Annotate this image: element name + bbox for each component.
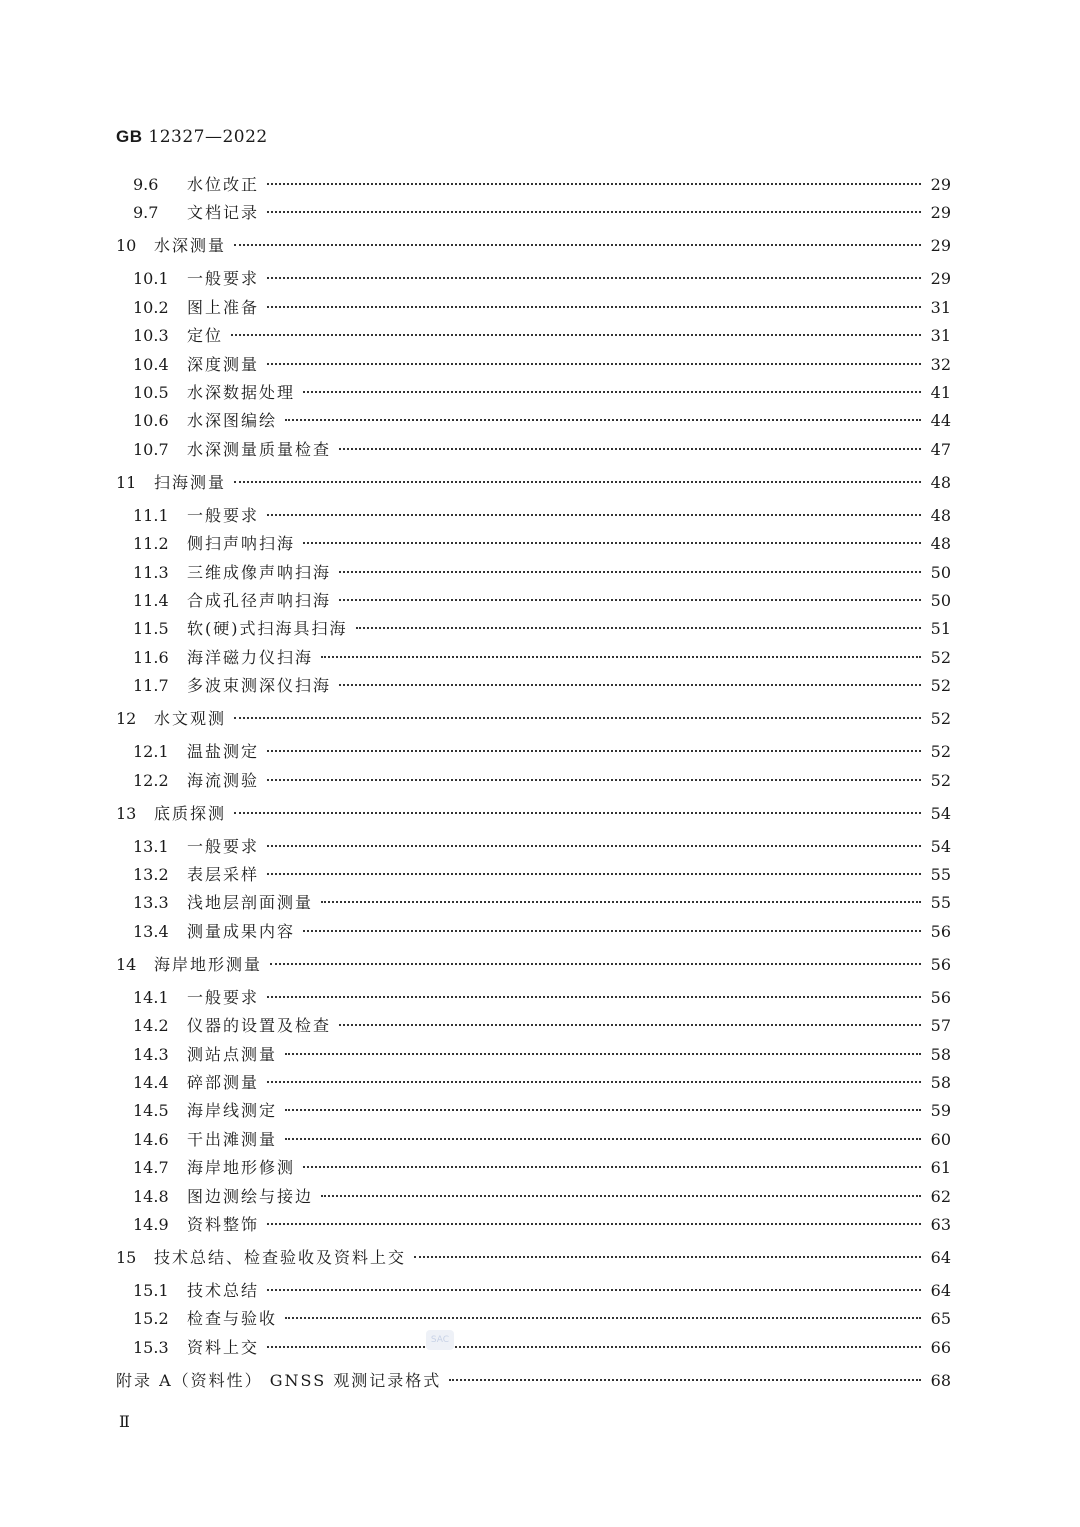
- toc-entry-number: 14.2: [133, 1016, 169, 1036]
- toc-dot-leader: [449, 1379, 921, 1381]
- toc-dot-leader: [339, 1024, 921, 1026]
- toc-entry-title: 浅地层剖面测量: [187, 893, 314, 913]
- toc-entry-number: 10: [116, 236, 137, 256]
- toc-entry[interactable]: [116, 326, 951, 346]
- toc-entry-page: 48: [930, 472, 951, 492]
- toc-entry-title: 图边测绘与接边: [187, 1186, 314, 1206]
- toc-dot-leader: [339, 571, 921, 573]
- toc-entry-page: 50: [930, 591, 951, 610]
- toc-dot-leader: [267, 1081, 921, 1083]
- toc-entry-page: 62: [930, 1186, 951, 1206]
- toc-dot-leader: [285, 1317, 921, 1319]
- toc-entry-number: 9.6: [133, 175, 159, 194]
- toc-entry[interactable]: [116, 893, 951, 913]
- toc-entry-title: 资料上交: [187, 1337, 260, 1357]
- toc-entry-number: 9.7: [133, 203, 159, 223]
- toc-entry[interactable]: [116, 619, 951, 639]
- toc-entry-number: 13.1: [133, 836, 169, 856]
- toc-entry-page: 41: [930, 383, 951, 402]
- toc-dot-leader: [270, 963, 921, 965]
- toc-entry-page: 61: [930, 1158, 951, 1178]
- toc-entry-page: 66: [930, 1337, 951, 1357]
- toc-entry[interactable]: [116, 988, 951, 1008]
- toc-dot-leader: [267, 750, 921, 752]
- toc-entry-number: 13.2: [133, 865, 169, 884]
- toc-dot-leader: [321, 1195, 921, 1197]
- toc-entry-title: 文档记录: [187, 203, 260, 223]
- toc-dot-leader: [234, 244, 921, 246]
- toc-entry[interactable]: [116, 383, 951, 403]
- toc-entry-number: 12.1: [133, 742, 169, 762]
- toc-entry-page: 58: [930, 1044, 951, 1064]
- toc-entry-title: 水深测量质量检查: [187, 439, 332, 459]
- toc-entry[interactable]: [116, 1073, 951, 1093]
- toc-entry-title: 测量成果内容: [187, 921, 296, 941]
- toc-entry-page: 51: [930, 619, 951, 639]
- toc-dot-leader: [267, 845, 921, 847]
- document-header: [116, 127, 268, 147]
- toc-entry[interactable]: [116, 837, 951, 857]
- toc-entry-page: 55: [930, 865, 951, 884]
- toc-entry-number: 14.3: [133, 1044, 169, 1064]
- toc-dot-leader: [285, 1109, 921, 1111]
- toc-entry[interactable]: [116, 298, 951, 318]
- toc-entry-title: 表层采样: [187, 865, 260, 884]
- toc-dot-leader: [303, 930, 921, 932]
- toc-entry-number: 15.3: [133, 1337, 169, 1357]
- toc-entry[interactable]: [116, 591, 951, 611]
- toc-entry[interactable]: [116, 771, 951, 791]
- toc-entry-number: 15: [116, 1248, 137, 1267]
- toc-entry-page: 64: [930, 1248, 951, 1267]
- standard-code: GB: [116, 127, 143, 146]
- toc-entry-title: 干出滩测量: [187, 1129, 278, 1149]
- toc-entry-page: 54: [930, 803, 951, 823]
- toc-entry[interactable]: [116, 865, 951, 885]
- toc-dot-leader: [356, 627, 922, 629]
- toc-entry-title: 水深测量: [154, 236, 227, 256]
- toc-entry-title: 测站点测量: [187, 1044, 278, 1064]
- toc-entry-page: 56: [930, 954, 951, 974]
- toc-dot-leader: [285, 419, 921, 421]
- toc-dot-leader: [267, 1346, 921, 1348]
- toc-entry[interactable]: [116, 709, 951, 729]
- toc-entry-number: 11.3: [133, 562, 169, 582]
- toc-dot-leader: [234, 812, 921, 814]
- toc-dot-leader: [339, 599, 921, 601]
- toc-entry[interactable]: [116, 1016, 951, 1036]
- toc-entry-title: 图上准备: [187, 297, 260, 317]
- toc-entry-number: 11.1: [133, 505, 169, 525]
- toc-entry[interactable]: [116, 1309, 951, 1329]
- toc-entry-page: 59: [930, 1101, 951, 1121]
- toc-entry-number: 13.3: [133, 893, 169, 913]
- toc-dot-leader: [303, 391, 921, 393]
- toc-entry-title: 检查与验收: [187, 1309, 278, 1329]
- toc-entry[interactable]: [116, 355, 951, 375]
- toc-entry[interactable]: [116, 269, 951, 289]
- toc-entry-page: 47: [930, 439, 951, 459]
- toc-entry-number: 12: [116, 709, 137, 729]
- toc-entry[interactable]: [116, 742, 951, 762]
- toc-dot-leader: [339, 448, 921, 450]
- toc-entry[interactable]: [116, 1248, 951, 1268]
- toc-entry-number: 10.4: [133, 354, 169, 374]
- toc-entry-page: 58: [930, 1073, 951, 1092]
- toc-entry-page: 55: [930, 893, 951, 913]
- toc-entry[interactable]: [116, 175, 951, 195]
- page-number: Ⅱ: [119, 1412, 130, 1431]
- toc-entry-number: 14.9: [133, 1215, 169, 1234]
- toc-entry-title: 扫海测量: [154, 472, 227, 492]
- toc-dot-leader: [321, 656, 921, 658]
- toc-entry[interactable]: [116, 1158, 951, 1178]
- toc-entry-page: 57: [930, 1016, 951, 1036]
- toc-entry[interactable]: [116, 506, 951, 526]
- toc-entry-title: 技术总结: [187, 1281, 260, 1300]
- toc-dot-leader: [267, 779, 921, 781]
- toc-entry-number: 10.2: [133, 297, 169, 317]
- toc-entry-title: 水深图编绘: [187, 411, 278, 431]
- toc-dot-leader: [285, 1138, 921, 1140]
- toc-dot-leader: [414, 1256, 921, 1258]
- toc-entry[interactable]: [116, 563, 951, 583]
- toc-entry-title: 附录 A（资料性） GNSS 观测记录格式: [116, 1370, 442, 1390]
- toc-entry-page: 29: [930, 203, 951, 223]
- toc-entry-number: 14.7: [133, 1158, 169, 1178]
- toc-entry-number: 10.6: [133, 411, 169, 431]
- toc-entry-title: 海流测验: [187, 770, 260, 790]
- toc-entry-title: 合成孔径声呐扫海: [187, 591, 332, 610]
- toc-dot-leader: [267, 873, 921, 875]
- toc-dot-leader: [321, 901, 921, 903]
- toc-entry-number: 10.3: [133, 326, 169, 346]
- toc-entry[interactable]: [116, 1281, 951, 1301]
- standard-number: 12327—2022: [148, 127, 268, 147]
- toc-dot-leader: [234, 717, 921, 719]
- toc-entry-page: 31: [930, 297, 951, 317]
- toc-entry-title: 深度测量: [187, 354, 260, 374]
- toc-dot-leader: [339, 684, 921, 686]
- toc-entry-number: 14.1: [133, 987, 169, 1007]
- toc-entry-number: 10.7: [133, 439, 169, 459]
- toc-entry-title: 一般要求: [187, 269, 260, 289]
- toc-entry-title: 水文观测: [154, 709, 227, 729]
- toc-entry-page: 68: [930, 1370, 951, 1390]
- toc-entry-page: 52: [930, 709, 951, 729]
- toc-entry-title: 底质探测: [154, 803, 227, 823]
- toc-entry-page: 48: [930, 505, 951, 525]
- toc-entry[interactable]: [116, 1215, 951, 1235]
- toc-entry[interactable]: [116, 236, 951, 256]
- toc-entry[interactable]: [116, 1130, 951, 1150]
- toc-dot-leader: [267, 211, 921, 213]
- toc-entry-page: 54: [930, 836, 951, 856]
- toc-entry-page: 63: [930, 1215, 951, 1234]
- toc-dot-leader: [267, 1289, 921, 1291]
- toc-entry-number: 14.6: [133, 1129, 169, 1149]
- toc-entry-title: 碎部测量: [187, 1073, 260, 1092]
- toc-entry-number: 10.5: [133, 383, 169, 402]
- toc-entry-number: 14.5: [133, 1101, 169, 1121]
- toc-entry-number: 11.2: [133, 534, 169, 554]
- toc-entry[interactable]: [116, 473, 951, 493]
- toc-entry-title: 海岸地形修测: [187, 1158, 296, 1178]
- toc-entry[interactable]: [116, 1101, 951, 1121]
- toc-entry-page: 65: [930, 1309, 951, 1329]
- toc-entry[interactable]: [116, 534, 951, 554]
- toc-entry-number: 15.1: [133, 1281, 169, 1300]
- toc-entry-page: 56: [930, 921, 951, 941]
- toc-entry-page: 52: [930, 742, 951, 762]
- toc-entry-title: 海洋磁力仪扫海: [187, 647, 314, 667]
- toc-entry[interactable]: [116, 1371, 951, 1391]
- toc-entry-title: 水深数据处理: [187, 383, 296, 402]
- toc-entry-number: 15.2: [133, 1309, 169, 1329]
- toc-entry-page: 52: [930, 770, 951, 790]
- toc-entry-title: 资料整饰: [187, 1215, 260, 1234]
- toc-entry-number: 11.5: [133, 619, 169, 639]
- toc-entry-page: 56: [930, 987, 951, 1007]
- toc-entry-title: 三维成像声呐扫海: [187, 562, 332, 582]
- toc-entry-number: 14.8: [133, 1186, 169, 1206]
- toc-entry-page: 31: [930, 326, 951, 346]
- toc-entry-title: 定位: [187, 326, 224, 346]
- toc-entry[interactable]: [116, 922, 951, 942]
- toc-entry[interactable]: [116, 411, 951, 431]
- toc-dot-leader: [267, 183, 921, 185]
- toc-entry-title: 侧扫声呐扫海: [187, 534, 296, 554]
- toc-entry[interactable]: [116, 1187, 951, 1207]
- toc-entry-title: 海岸线测定: [187, 1101, 278, 1121]
- toc-dot-leader: [267, 1223, 921, 1225]
- toc-entry[interactable]: [116, 1045, 951, 1065]
- toc-entry-number: 14.4: [133, 1073, 169, 1092]
- toc-entry-number: 13: [116, 803, 137, 823]
- toc-dot-leader: [267, 996, 921, 998]
- toc-entry-page: 44: [930, 411, 951, 431]
- toc-entry[interactable]: [116, 203, 951, 223]
- toc-entry-page: 50: [930, 562, 951, 582]
- toc-entry-number: 13.4: [133, 921, 169, 941]
- toc-entry-page: 29: [930, 175, 951, 194]
- toc-entry-page: 29: [930, 269, 951, 289]
- toc-entry[interactable]: [116, 676, 951, 696]
- toc-entry[interactable]: [116, 804, 951, 824]
- toc-entry[interactable]: [116, 440, 951, 460]
- toc-entry-number: 11.4: [133, 591, 169, 610]
- toc-dot-leader: [303, 1166, 921, 1168]
- toc-dot-leader: [285, 1053, 921, 1055]
- toc-entry-title: 技术总结、检查验收及资料上交: [154, 1248, 407, 1267]
- toc-dot-leader: [231, 334, 921, 336]
- toc-dot-leader: [234, 481, 921, 483]
- toc-entry-page: 32: [930, 354, 951, 374]
- toc-entry[interactable]: [116, 648, 951, 668]
- toc-dot-leader: [267, 514, 921, 516]
- toc-entry-number: 11.7: [133, 676, 169, 696]
- toc-entry-number: 10.1: [133, 269, 169, 289]
- toc-entry-title: 海岸地形测量: [154, 954, 263, 974]
- toc-dot-leader: [267, 277, 921, 279]
- toc-dot-leader: [303, 542, 921, 544]
- toc-entry-number: 12.2: [133, 770, 169, 790]
- toc-entry[interactable]: [116, 1338, 951, 1358]
- toc-entry-page: 48: [930, 534, 951, 554]
- toc-entry[interactable]: [116, 955, 951, 975]
- toc-entry-page: 64: [930, 1281, 951, 1300]
- toc-entry-page: 60: [930, 1129, 951, 1149]
- toc-entry-title: 一般要求: [187, 836, 260, 856]
- toc-entry-page: 52: [930, 647, 951, 667]
- toc-entry-title: 水位改正: [187, 175, 260, 194]
- toc-entry-number: 14: [116, 954, 137, 974]
- toc-entry-title: 一般要求: [187, 505, 260, 525]
- toc-entry-title: 温盐测定: [187, 742, 260, 762]
- toc-entry-page: 29: [930, 236, 951, 256]
- toc-entry-title: 软(硬)式扫海具扫海: [187, 619, 348, 639]
- toc-dot-leader: [267, 363, 921, 365]
- watermark-logo: SAC: [426, 1330, 454, 1350]
- toc-entry-title: 仪器的设置及检查: [187, 1016, 332, 1036]
- toc-entry-number: 11: [116, 472, 137, 492]
- toc-entry-page: 52: [930, 676, 951, 696]
- toc-dot-leader: [267, 306, 921, 308]
- toc-entry-number: 11.6: [133, 647, 169, 667]
- toc-entry-title: 一般要求: [187, 987, 260, 1007]
- toc-entry-title: 多波束测深仪扫海: [187, 676, 332, 696]
